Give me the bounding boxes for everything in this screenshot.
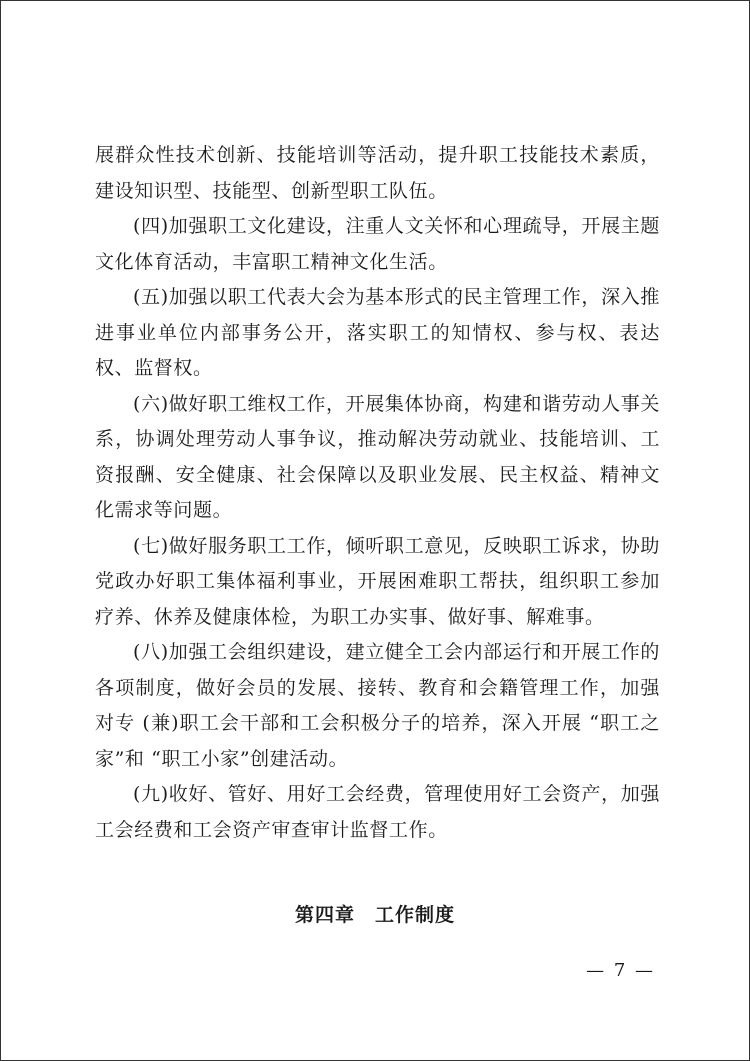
paragraph-item-9: (九)收好、管好、用好工会经费，管理使用好工会资产，加强工会经费和工会资产审查审计监督工作。: [95, 783, 660, 841]
paragraph-item-8: (八)加强工会组织建设，建立健全工会内部运行和开展工作的各项制度，做好会员的发展、接转、教育和会籍管理工作，加强对专 (兼)职工会干部和工会积极分子的培养，深入开展 “职工之家”和 “职工小家”创建活动。: [95, 641, 660, 770]
paragraph-item-4: (四)加强职工文化建设，注重人文关怀和心理疏导，开展主题文化体育活动，丰富职工精神文化生活。: [95, 215, 660, 273]
paragraph-item-6: (六)做好职工维权工作，开展集体协商，构建和谐劳动人事关系，协调处理劳动人事争议，推动解决劳动就业、技能培训、工资报酬、安全健康、社会保障以及职业发展、民主权益、精神文化需求等问题。: [95, 392, 660, 521]
document-body: [95, 138, 660, 848]
chapter-heading: 第四章 工作制度: [294, 904, 455, 926]
paragraph-continuation: 展群众性技术创新、技能培训等活动，提升职工技能技术素质，建设知识型、技能型、创新型职工队伍。: [95, 144, 660, 202]
paragraph-item-7: (七)做好服务职工工作，倾听职工意见，反映职工诉求，协助党政办好职工集体福利事业，开展困难职工帮扶，组织职工参加疗养、休养及健康体检，为职工办实事、做好事、解难事。: [95, 534, 660, 628]
paragraph-item-5: (五)加强以职工代表大会为基本形式的民主管理工作，深入推进事业单位内部事务公开，落实职工的知情权、参与权、表达权、监督权。: [95, 286, 660, 379]
page-number: — 7 —: [586, 960, 655, 981]
